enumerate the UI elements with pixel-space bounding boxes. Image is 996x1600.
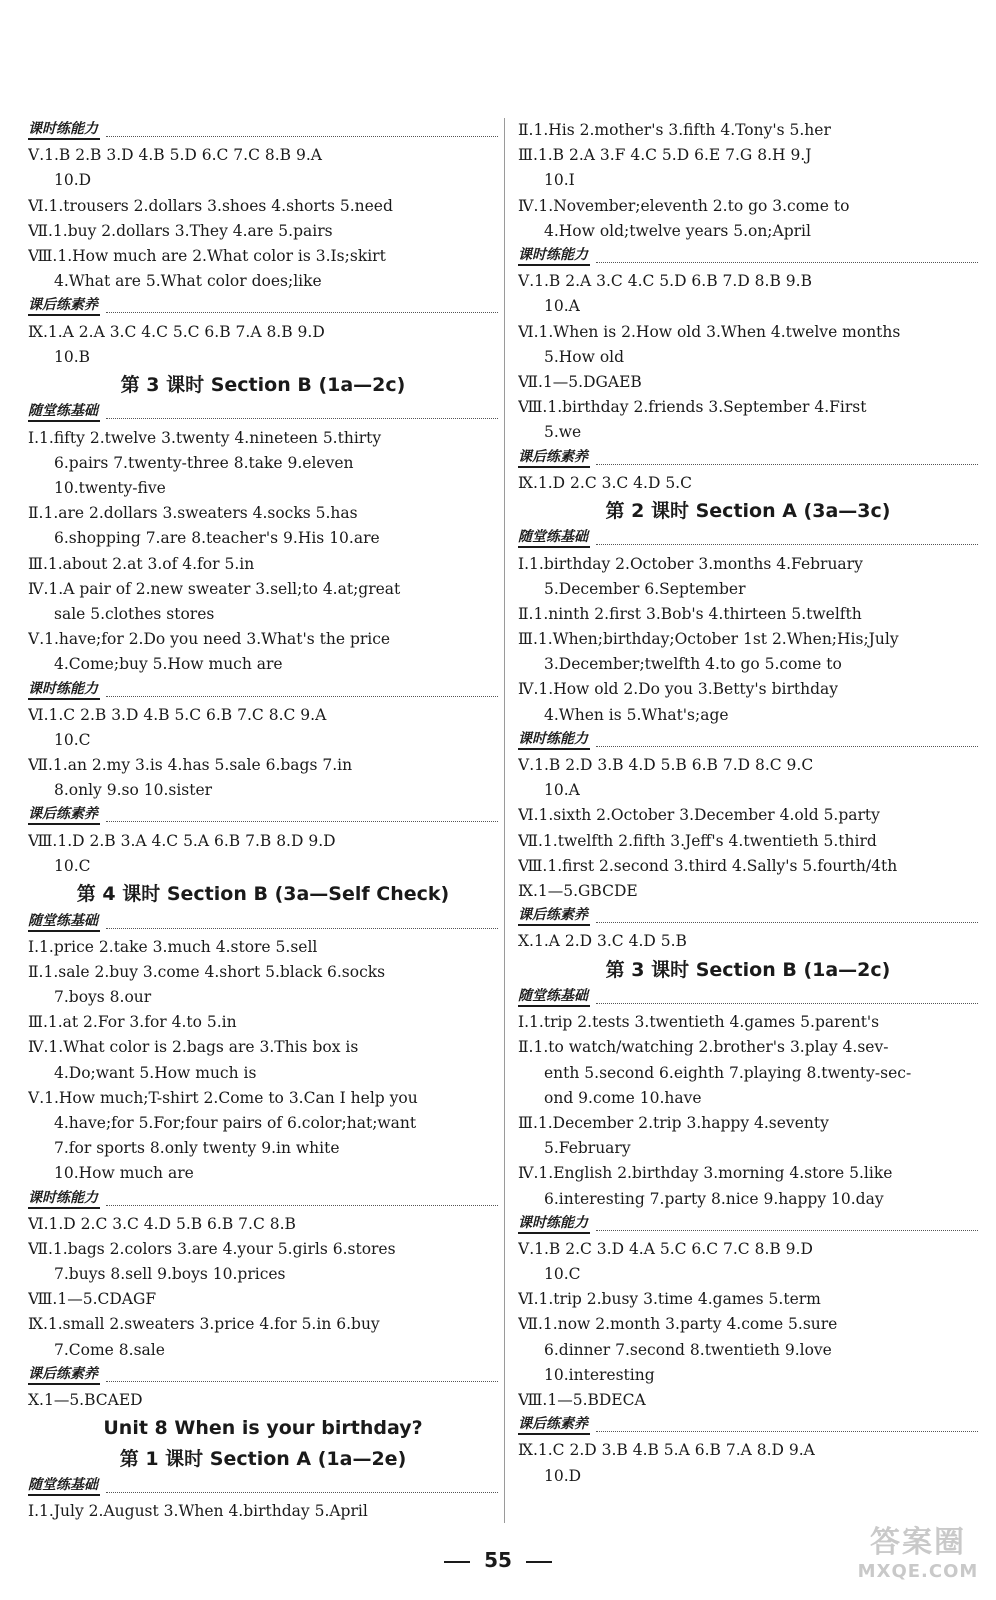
- answer-line: 3.December;twelfth 4.to go 5.come to: [544, 655, 842, 674]
- section-label: [518, 1212, 978, 1237]
- section-label: [518, 244, 978, 269]
- answer-line: Ⅵ.1.trip 2.busy 3.time 4.games 5.term: [518, 1290, 821, 1309]
- answer-line: Ⅲ.1.at 2.For 3.for 4.to 5.in: [28, 1013, 237, 1032]
- section-label-text: 课后练素养: [28, 806, 100, 825]
- section-label: [518, 904, 978, 929]
- answer-line: Ⅵ.1.C 2.B 3.D 4.B 5.C 6.B 7.C 8.C 9.A: [28, 705, 327, 724]
- section-label: [28, 1474, 498, 1499]
- lesson-heading: Unit 8 When is your birthday?: [103, 1417, 423, 1440]
- answer-line: Ⅹ.1.A 2.D 3.C 4.D 5.B: [518, 932, 687, 951]
- answer-line: 10.C: [544, 1265, 581, 1284]
- answer-line: 10.B: [54, 347, 91, 366]
- answer-line: Ⅶ.1.now 2.month 3.party 4.come 5.sure: [518, 1315, 838, 1334]
- answer-line: 4.How old;twelve years 5.on;April: [544, 221, 811, 240]
- section-label: [28, 118, 498, 143]
- section-label-text: 课时练能力: [28, 121, 100, 140]
- watermark-en: MXQE.COM: [857, 1560, 979, 1582]
- answer-line: Ⅱ.1.are 2.dollars 3.sweaters 4.socks 5.has: [28, 504, 358, 523]
- page-number: 55: [484, 1548, 512, 1572]
- section-label-text: 随堂练基础: [518, 988, 590, 1007]
- section-label-text: 课时练能力: [28, 681, 100, 700]
- answer-line: 10.D: [54, 171, 92, 190]
- column-divider: [504, 118, 505, 1523]
- answer-line: 8.only 9.so 10.sister: [54, 781, 213, 800]
- answer-line: Ⅷ.1.D 2.B 3.A 4.C 5.A 6.B 7.B 8.D 9.D: [28, 831, 336, 850]
- answer-line: 10.twenty-five: [54, 478, 166, 497]
- section-label: [28, 677, 498, 702]
- footer-dash-left: [444, 1561, 470, 1563]
- answer-line: 4.Do;want 5.How much is: [54, 1063, 257, 1082]
- answer-line: Ⅸ.1.C 2.D 3.B 4.B 5.A 6.B 7.A 8.D 9.A: [518, 1441, 815, 1460]
- lesson-heading: 第 3 课时 Section B (1a—2c): [605, 958, 891, 981]
- section-label-text: 课后练素养: [518, 1416, 590, 1435]
- answer-column-right: [518, 118, 978, 1489]
- answer-line: Ⅷ.1.first 2.second 3.third 4.Sally's 5.fourth/4th: [518, 856, 898, 875]
- section-label: [518, 728, 978, 753]
- answer-line: 10.D: [544, 1466, 582, 1485]
- section-label-text: 课时练能力: [518, 731, 590, 750]
- answer-line: Ⅳ.1.What color is 2.bags are 3.This box is: [28, 1038, 359, 1057]
- section-label-text: 课后练素养: [518, 449, 590, 468]
- answer-line: Ⅴ.1.B 2.A 3.C 4.C 5.D 6.B 7.D 8.B 9.B: [518, 272, 812, 291]
- answer-line: Ⅱ.1.His 2.mother's 3.fifth 4.Tony's 5.her: [518, 121, 831, 139]
- watermark-cn: 答案圈: [870, 1524, 966, 1560]
- answer-line: ond 9.come 10.have: [544, 1088, 702, 1107]
- answer-line: 10.interesting: [544, 1365, 655, 1384]
- answer-line: Ⅵ.1.D 2.C 3.C 4.D 5.B 6.B 7.C 8.B: [28, 1214, 296, 1233]
- answer-line: Ⅵ.1.sixth 2.October 3.December 4.old 5.party: [518, 806, 880, 825]
- section-label-text: 课时练能力: [518, 247, 590, 266]
- answer-line: Ⅷ.1.How much are 2.What color is 3.Is;skirt: [28, 246, 386, 265]
- answer-line: Ⅱ.1.ninth 2.first 3.Bob's 4.thirteen 5.twelfth: [518, 604, 862, 623]
- answer-line: Ⅰ.1.fifty 2.twelve 3.twenty 4.nineteen 5.thirty: [28, 428, 382, 447]
- answer-line: 5.February: [544, 1139, 631, 1158]
- footer-dash-right: [526, 1561, 552, 1563]
- section-label-text: 随堂练基础: [28, 913, 100, 932]
- answer-line: Ⅴ.1.B 2.D 3.B 4.D 5.B 6.B 7.D 8.C 9.C: [518, 756, 814, 774]
- answer-column-left: [28, 118, 498, 1525]
- answer-line: 5.December 6.September: [544, 579, 746, 598]
- answer-line: Ⅳ.1.English 2.birthday 3.morning 4.store 5.like: [518, 1164, 893, 1183]
- answer-line: Ⅴ.1.have;for 2.Do you need 3.What's the price: [28, 630, 391, 649]
- answer-line: 7.boys 8.our: [54, 988, 152, 1006]
- answer-line: 10.How much are: [54, 1164, 194, 1183]
- answer-line: Ⅱ.1.to watch/watching 2.brother's 3.play 4.sev-: [518, 1038, 889, 1057]
- answer-line: Ⅰ.1.price 2.take 3.much 4.store 5.sell: [28, 937, 318, 956]
- answer-line: Ⅷ.1—5.CDAGF: [28, 1290, 157, 1309]
- answer-line: 10.C: [54, 856, 91, 875]
- answer-line: 4.Come;buy 5.How much are: [54, 655, 283, 674]
- answer-line: Ⅰ.1.birthday 2.October 3.months 4.February: [518, 554, 863, 573]
- section-label: [28, 803, 498, 828]
- answer-line: Ⅲ.1.about 2.at 3.of 4.for 5.in: [28, 554, 255, 573]
- answer-line: Ⅶ.1.twelfth 2.fifth 3.Jeff's 4.twentieth 5.third: [518, 831, 877, 850]
- answer-line: Ⅲ.1.When;birthday;October 1st 2.When;His;July: [518, 630, 899, 649]
- answer-line: 4.have;for 5.For;four pairs of 6.color;hat;want: [54, 1113, 417, 1132]
- answer-line: 6.shopping 7.are 8.teacher's 9.His 10.are: [54, 529, 380, 548]
- answer-line: Ⅶ.1.buy 2.dollars 3.They 4.are 5.pairs: [28, 221, 333, 240]
- lesson-heading: 第 1 课时 Section A (1a—2e): [119, 1447, 407, 1470]
- answer-line: 10.I: [544, 171, 575, 190]
- answer-line: Ⅰ.1.trip 2.tests 3.twentieth 4.games 5.parent's: [518, 1013, 880, 1032]
- section-label-text: 随堂练基础: [28, 1477, 100, 1496]
- section-label-text: 随堂练基础: [28, 403, 100, 422]
- section-label-text: 课后练素养: [28, 297, 100, 316]
- answer-line: Ⅲ.1.December 2.trip 3.happy 4.seventy: [518, 1113, 829, 1132]
- answer-line: 10.A: [544, 297, 580, 316]
- answer-line: Ⅸ.1.A 2.A 3.C 4.C 5.C 6.B 7.A 8.B 9.D: [28, 322, 325, 341]
- section-label-text: 课后练素养: [518, 907, 590, 926]
- watermark-logo: [858, 1510, 978, 1588]
- section-label: [28, 400, 498, 425]
- answer-line: 6.pairs 7.twenty-three 8.take 9.eleven: [54, 453, 354, 472]
- answer-line: Ⅶ.1—5.DGAEB: [518, 372, 642, 391]
- answer-line: Ⅸ.1.small 2.sweaters 3.price 4.for 5.in 6.buy: [28, 1315, 380, 1334]
- lesson-heading: 第 4 课时 Section B (3a—Self Check): [76, 882, 450, 905]
- section-label: [518, 526, 978, 551]
- answer-line: Ⅵ.1.trousers 2.dollars 3.shoes 4.shorts 5.need: [28, 196, 393, 215]
- answer-line: enth 5.second 6.eighth 7.playing 8.twenty-sec-: [544, 1063, 912, 1082]
- answer-line: 7.Come 8.sale: [54, 1340, 165, 1359]
- answer-line: Ⅸ.1.D 2.C 3.C 4.D 5.C: [518, 473, 692, 492]
- section-label-text: 课后练素养: [28, 1366, 100, 1385]
- answer-line: 7.for sports 8.only twenty 9.in white: [54, 1139, 340, 1158]
- answer-line: Ⅷ.1—5.BDECA: [518, 1391, 646, 1409]
- answer-line: Ⅹ.1—5.BCAED: [28, 1391, 143, 1409]
- section-label-text: 随堂练基础: [518, 529, 590, 548]
- answer-line: Ⅷ.1.birthday 2.friends 3.September 4.First: [518, 398, 867, 417]
- answer-line: Ⅳ.1.A pair of 2.new sweater 3.sell;to 4.at;great: [28, 579, 401, 598]
- answer-line: sale 5.clothes stores: [54, 604, 215, 623]
- answer-line: Ⅶ.1.bags 2.colors 3.are 4.your 5.girls 6.stores: [28, 1239, 396, 1258]
- answer-line: Ⅳ.1.November;eleventh 2.to go 3.come to: [518, 196, 850, 215]
- answer-line: Ⅲ.1.B 2.A 3.F 4.C 5.D 6.E 7.G 8.H 9.J: [518, 146, 812, 165]
- answer-line: 7.buys 8.sell 9.boys 10.prices: [54, 1265, 286, 1284]
- answer-line: Ⅱ.1.sale 2.buy 3.come 4.short 5.black 6.socks: [28, 962, 386, 981]
- answer-line: Ⅴ.1.How much;T-shirt 2.Come to 3.Can I help you: [28, 1088, 418, 1107]
- answer-line: 4.When is 5.What's;age: [544, 705, 729, 724]
- section-label: [518, 445, 978, 470]
- page-footer: [0, 1548, 996, 1572]
- answer-line: 6.interesting 7.party 8.nice 9.happy 10.day: [544, 1189, 884, 1208]
- answer-line: Ⅳ.1.How old 2.Do you 3.Betty's birthday: [518, 680, 838, 699]
- answer-line: Ⅸ.1—5.GBCDE: [518, 881, 638, 900]
- answer-line: 4.What are 5.What color does;like: [54, 272, 322, 291]
- section-label: [28, 294, 498, 319]
- answer-line: Ⅰ.1.July 2.August 3.When 4.birthday 5.April: [28, 1502, 368, 1521]
- lesson-heading: 第 2 课时 Section A (3a—3c): [605, 499, 891, 522]
- section-label: [28, 1187, 498, 1212]
- section-label: [518, 985, 978, 1010]
- answer-line: Ⅴ.1.B 2.B 3.D 4.B 5.D 6.C 7.C 8.B 9.A: [28, 146, 322, 165]
- section-label: [518, 1413, 978, 1438]
- answer-line: Ⅵ.1.When is 2.How old 3.When 4.twelve months: [518, 322, 901, 341]
- answer-line: Ⅴ.1.B 2.C 3.D 4.A 5.C 6.C 7.C 8.B 9.D: [518, 1239, 813, 1258]
- section-label: [28, 1363, 498, 1388]
- answer-line: Ⅶ.1.an 2.my 3.is 4.has 5.sale 6.bags 7.in: [28, 756, 353, 774]
- answer-line: 10.C: [54, 730, 91, 749]
- lesson-heading: 第 3 课时 Section B (1a—2c): [120, 373, 406, 396]
- answer-line: 6.dinner 7.second 8.twentieth 9.love: [544, 1340, 832, 1359]
- answer-line: 5.we: [544, 423, 582, 442]
- answer-line: 5.How old: [544, 347, 625, 366]
- section-label-text: 课时练能力: [518, 1215, 590, 1234]
- section-label: [28, 909, 498, 934]
- answer-line: 10.A: [544, 781, 580, 800]
- section-label-text: 课时练能力: [28, 1190, 100, 1209]
